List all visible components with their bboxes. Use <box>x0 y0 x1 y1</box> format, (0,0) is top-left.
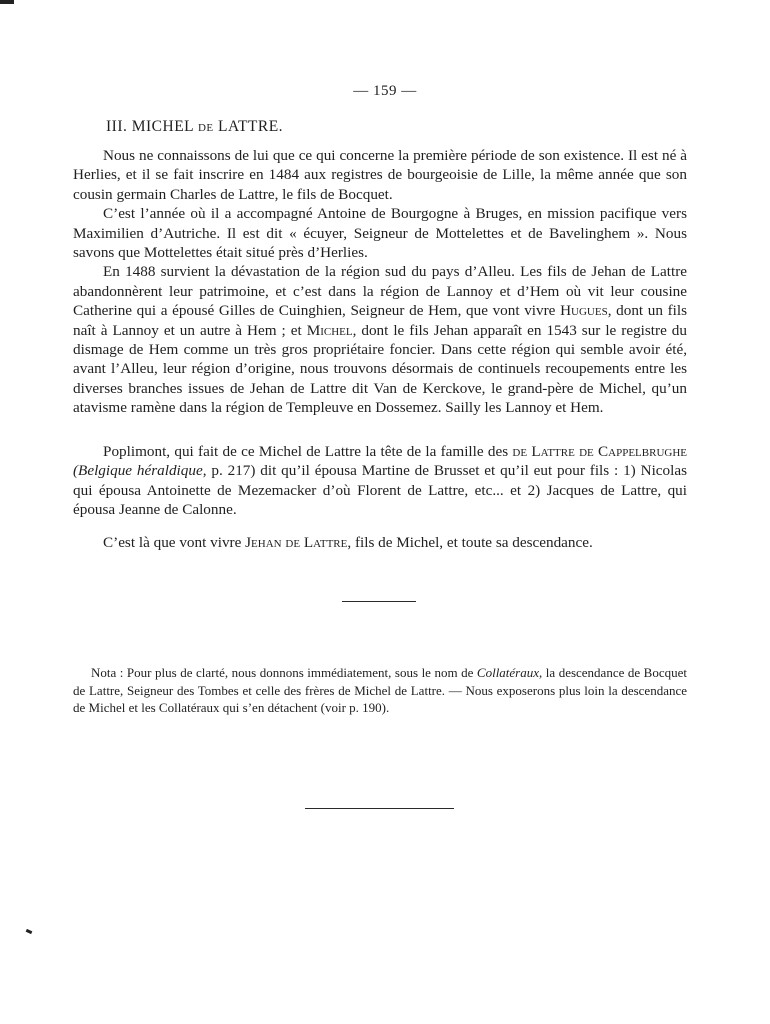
section-particle: de <box>197 118 214 135</box>
paragraph-3-text-b: , dont un fils naît à Lannoy et un autre à Hem ; et <box>73 302 687 339</box>
page-number: — 159 — <box>353 83 417 99</box>
name-hugues: Hugues <box>560 302 608 320</box>
body-block-3 <box>73 533 687 552</box>
book-title: (Belgique héraldique <box>73 462 203 480</box>
paragraph-3-text-c: , dont le fils Jehan apparaît en 1543 sur le registre du dismage de Hem comme un très gros propriétaire foncier. Dans cette région qui semble avoir été, avant l’Alleu, leur région d’origine, nous trouvons désormais de continuels recoupements entre les diverses branches issues de Jehan de Lattre dit Van de Kerckove, le grand-père de Michel, qu’un atavisme ramène dans la région de Templeuve en Dossemez. Sailly les Lannoy et Hem. <box>73 321 687 417</box>
paragraph-3 <box>73 262 687 417</box>
body-block-1 <box>73 146 687 418</box>
body-block-2 <box>73 442 687 520</box>
name-jehan-de-lattre: Jehan de Lattre <box>245 534 348 551</box>
footnote <box>73 664 687 717</box>
family-name: de Lattre de Cappelbrughe <box>512 443 687 460</box>
paragraph-5-text-b: , fils de Michel, et toute sa descendance. <box>347 534 593 551</box>
section-title <box>106 118 283 136</box>
section-divider <box>342 601 416 602</box>
paragraph-3-text-a: En 1488 survient la dévastation de la région sud du pays d’Alleu. Les fils de Jehan de Lattre abandonnèrent leur patrimoine, et c’est dans la région de Lannoy et d’Hem où vit leur cousine Catherine qui a épousé Gilles de Cuinghien, Seigneur de Hem, que vont vivre <box>73 263 687 320</box>
paragraph-4-text-c: , p. 217) dit qu’il épousa Martine de Brusset et qu’il eut pour fils : 1) Nicolas qui épousa Antoinette de Mezemacker d’où Florent de Lattre, etc... et 2) Jacques de Lattre, qui épousa Jeanne de Calonne. <box>73 462 687 519</box>
paragraph-5-text-a: C’est là que vont vivre <box>103 534 246 551</box>
paragraph-1: Nous ne connaissons de lui que ce qui concerne la première période de son existence. Il est né à Herlies, et il se fait inscrire en 1484 aux registres de bourgeoisie de Lille, la même année que son cousin germain Charles de Lattre, le fils de Bocquet. <box>73 147 687 203</box>
footnote-text-b: , la descendance de Bocquet de Lattre, Seigneur des Tombes et celle des frères de Michel de Lattre. — Nous exposerons plus loin la descendance de Michel et les Collatéraux qui s’en détachent (voir p. 190). <box>73 665 688 716</box>
paragraph-4 <box>73 442 687 520</box>
paragraph-2: C’est l’année où il a accompagné Antoine de Bourgogne à Bruges, en mission pacifique vers Maximilien d’Autriche. Il est dit « écuyer, Seigneur de Mottelettes et de Bavelinghem ». Nous savons que Mottelettes était situé près d’Herlies. <box>73 205 687 262</box>
paragraph-5 <box>73 533 687 552</box>
paragraph-4-text-a: Poplimont, qui fait de ce Michel de Lattre la tête de la famille des <box>103 443 513 460</box>
end-divider <box>305 808 454 809</box>
footnote-text-a: Nota : Pour plus de clarté, nous donnons immédiatement, sous le nom de <box>91 665 477 680</box>
name-michel: Michel <box>306 321 353 339</box>
scan-speck-top-left <box>0 0 14 4</box>
section-numeral: III. MICHEL <box>106 118 198 135</box>
section-name: LATTRE. <box>213 118 284 135</box>
footnote-term: Collatéraux <box>476 665 540 680</box>
footnote-paragraph <box>73 664 687 717</box>
scan-speck-left <box>26 929 33 934</box>
